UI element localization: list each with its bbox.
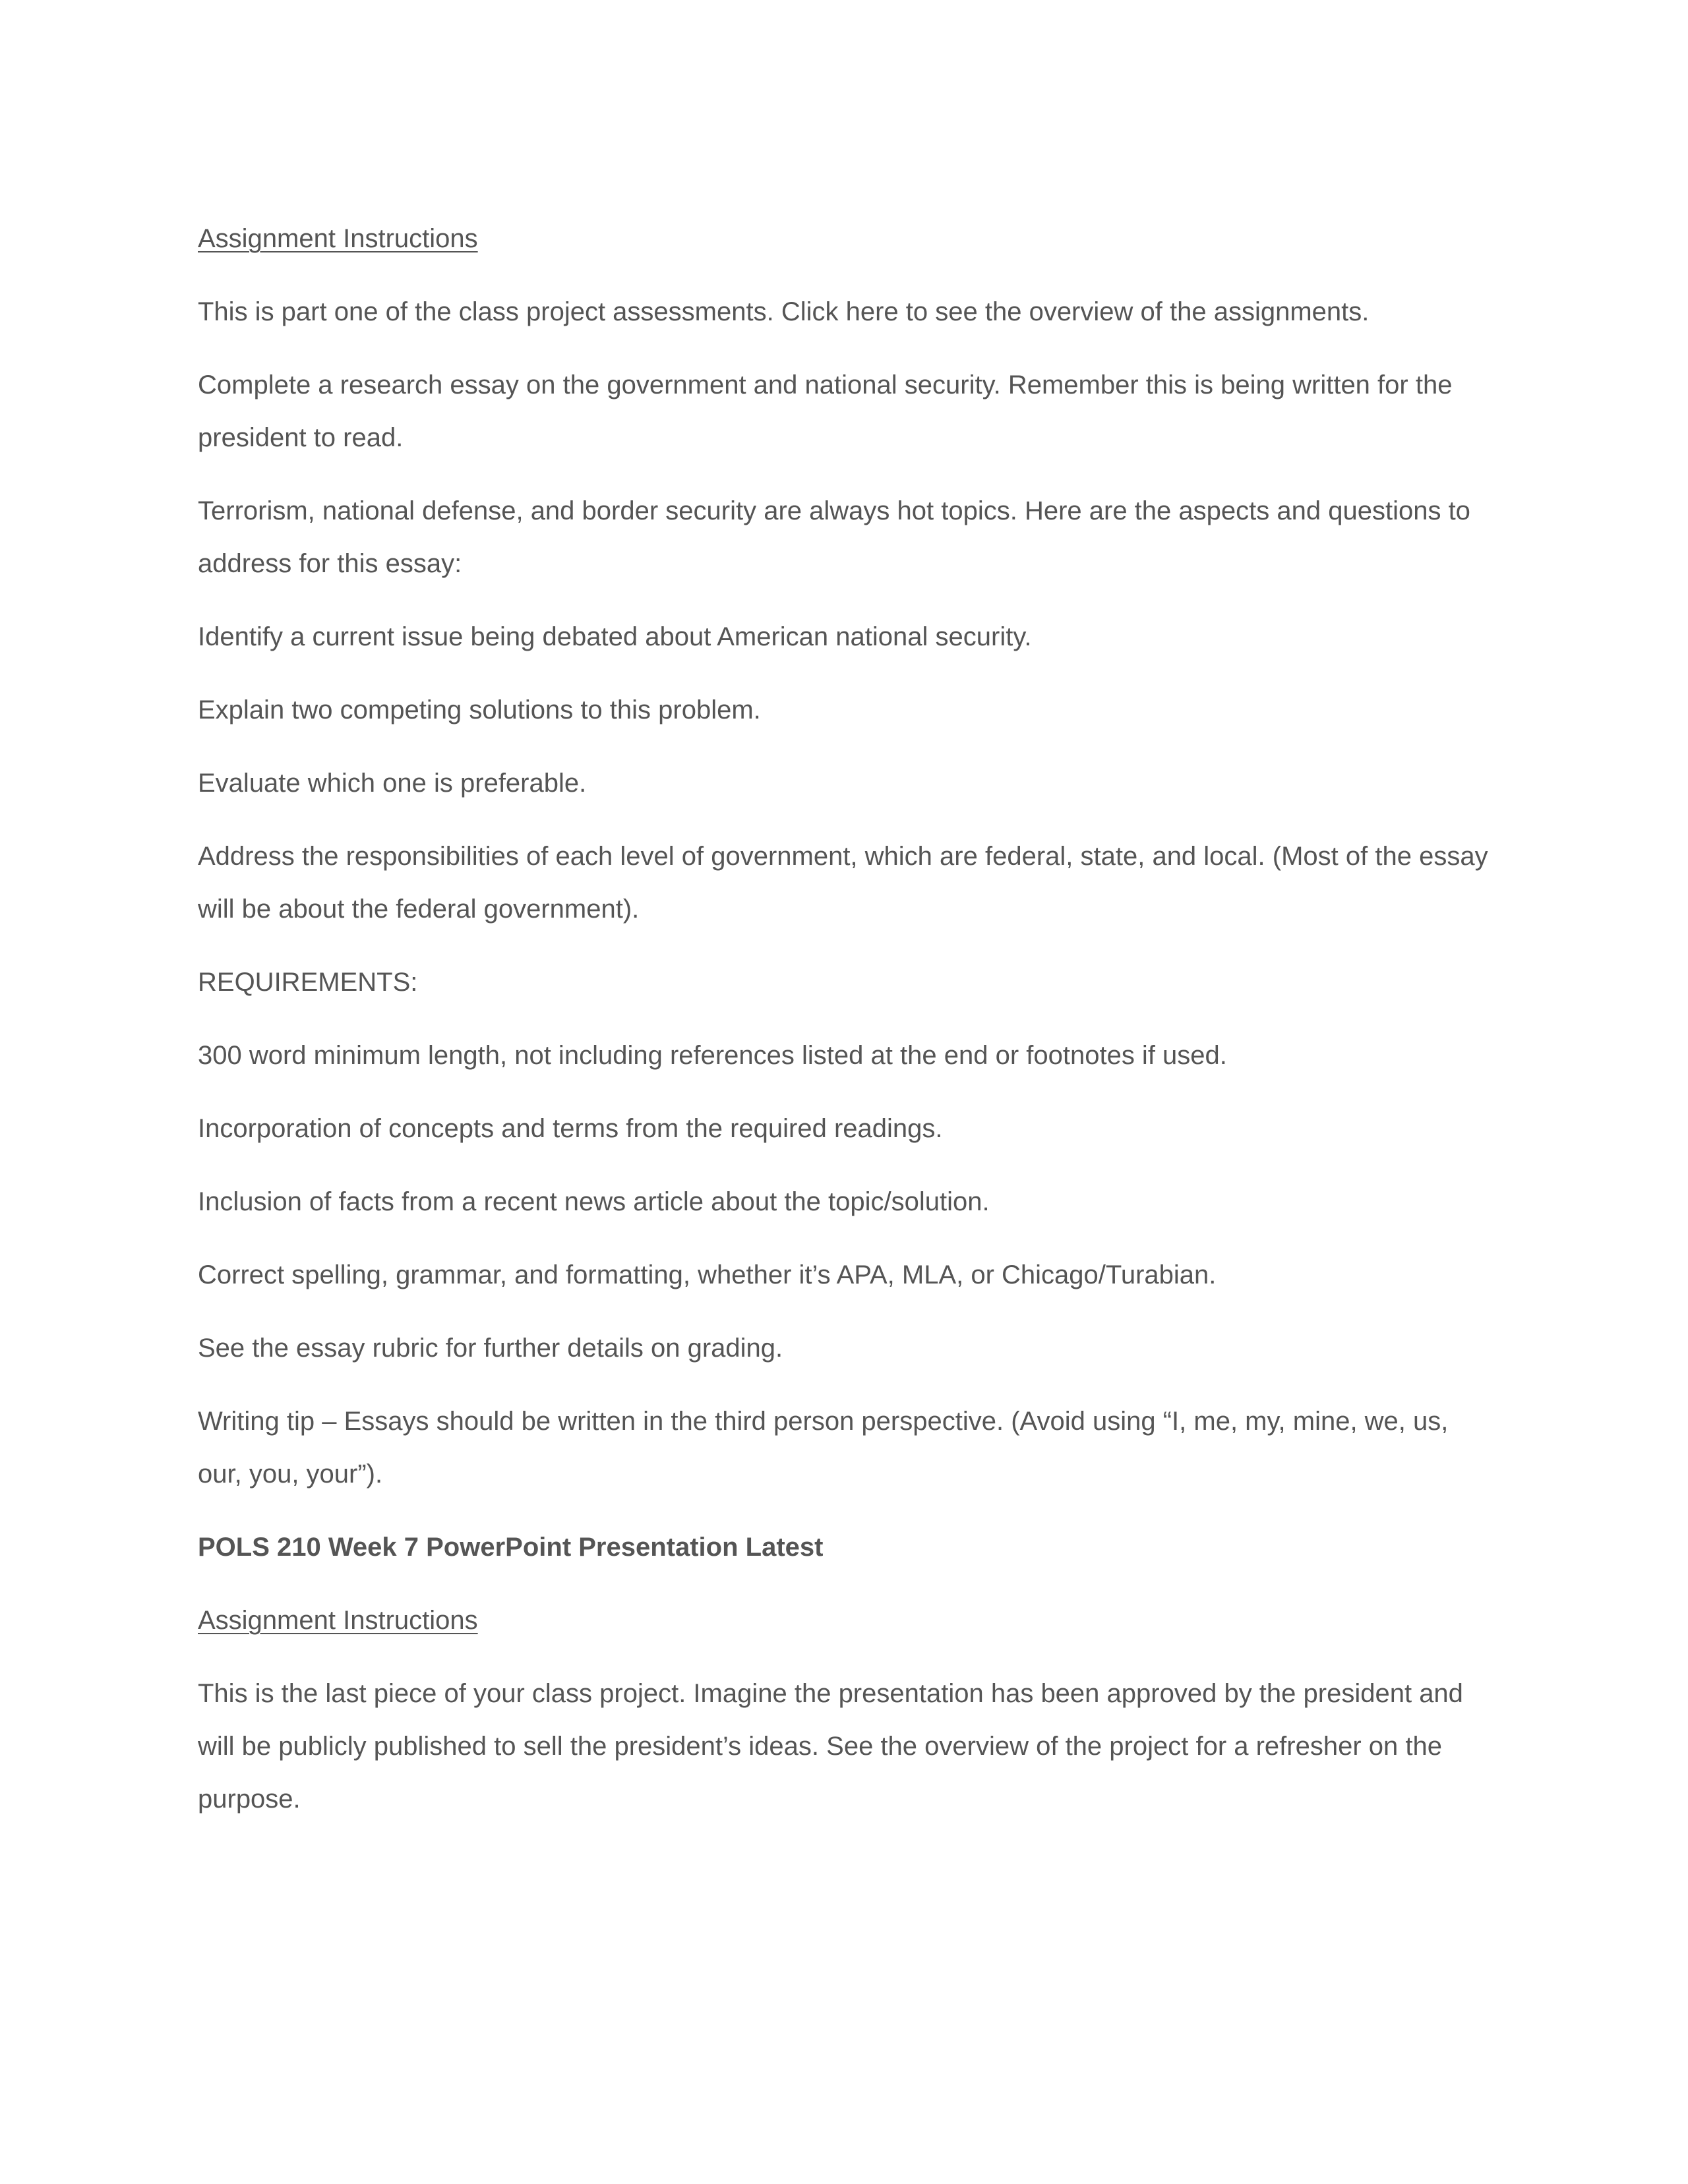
writing-tip: Writing tip – Essays should be written in the third person perspective. (Avoid using “I, me, my, mine, we, us, our, you, your”). xyxy=(198,1407,1449,1489)
intro-paragraph: This is part one of the class project assessments. Click here to see the overview of the assignments. xyxy=(198,297,1370,326)
document-body xyxy=(198,212,1490,1846)
requirements-label: REQUIREMENTS: xyxy=(198,968,418,997)
requirement-formatting: Correct spelling, grammar, and formatting, whether it’s APA, MLA, or Chicago/Turabian. xyxy=(198,1260,1217,1289)
aspect-address-paragraph: Address the responsibilities of each level of government, which are federal, state, and local. (Most of the essay will be about the federal government). xyxy=(198,842,1488,924)
aspect-identify-paragraph: Identify a current issue being debated about American national security. xyxy=(198,622,1032,651)
requirement-word-count: 300 word minimum length, not including references listed at the end or footnotes if used. xyxy=(198,1041,1227,1070)
week7-presentation-title: POLS 210 Week 7 PowerPoint Presentation Latest xyxy=(198,1533,824,1562)
assignment-instructions-heading[interactable]: Assignment Instructions xyxy=(198,224,478,253)
topics-paragraph: Terrorism, national defense, and border security are always hot topics. Here are the aspects and questions to address for this essay: xyxy=(198,496,1470,578)
requirement-news-facts: Inclusion of facts from a recent news article about the topic/solution. xyxy=(198,1187,990,1216)
rubric-note: See the essay rubric for further details on grading. xyxy=(198,1334,783,1363)
aspect-explain-paragraph: Explain two competing solutions to this problem. xyxy=(198,695,761,724)
aspect-evaluate-paragraph: Evaluate which one is preferable. xyxy=(198,769,587,798)
essay-task-paragraph: Complete a research essay on the government and national security. Remember this is being written for the president to read. xyxy=(198,370,1453,452)
presentation-intro-paragraph: This is the last piece of your class project. Imagine the presentation has been approved by the president and will be publicly published to sell the president’s ideas. See the overview of the project for a refresher on the purpose. xyxy=(198,1679,1463,1814)
requirement-concepts: Incorporation of concepts and terms from the required readings. xyxy=(198,1114,943,1143)
assignment-instructions-heading-2[interactable]: Assignment Instructions xyxy=(198,1606,478,1635)
